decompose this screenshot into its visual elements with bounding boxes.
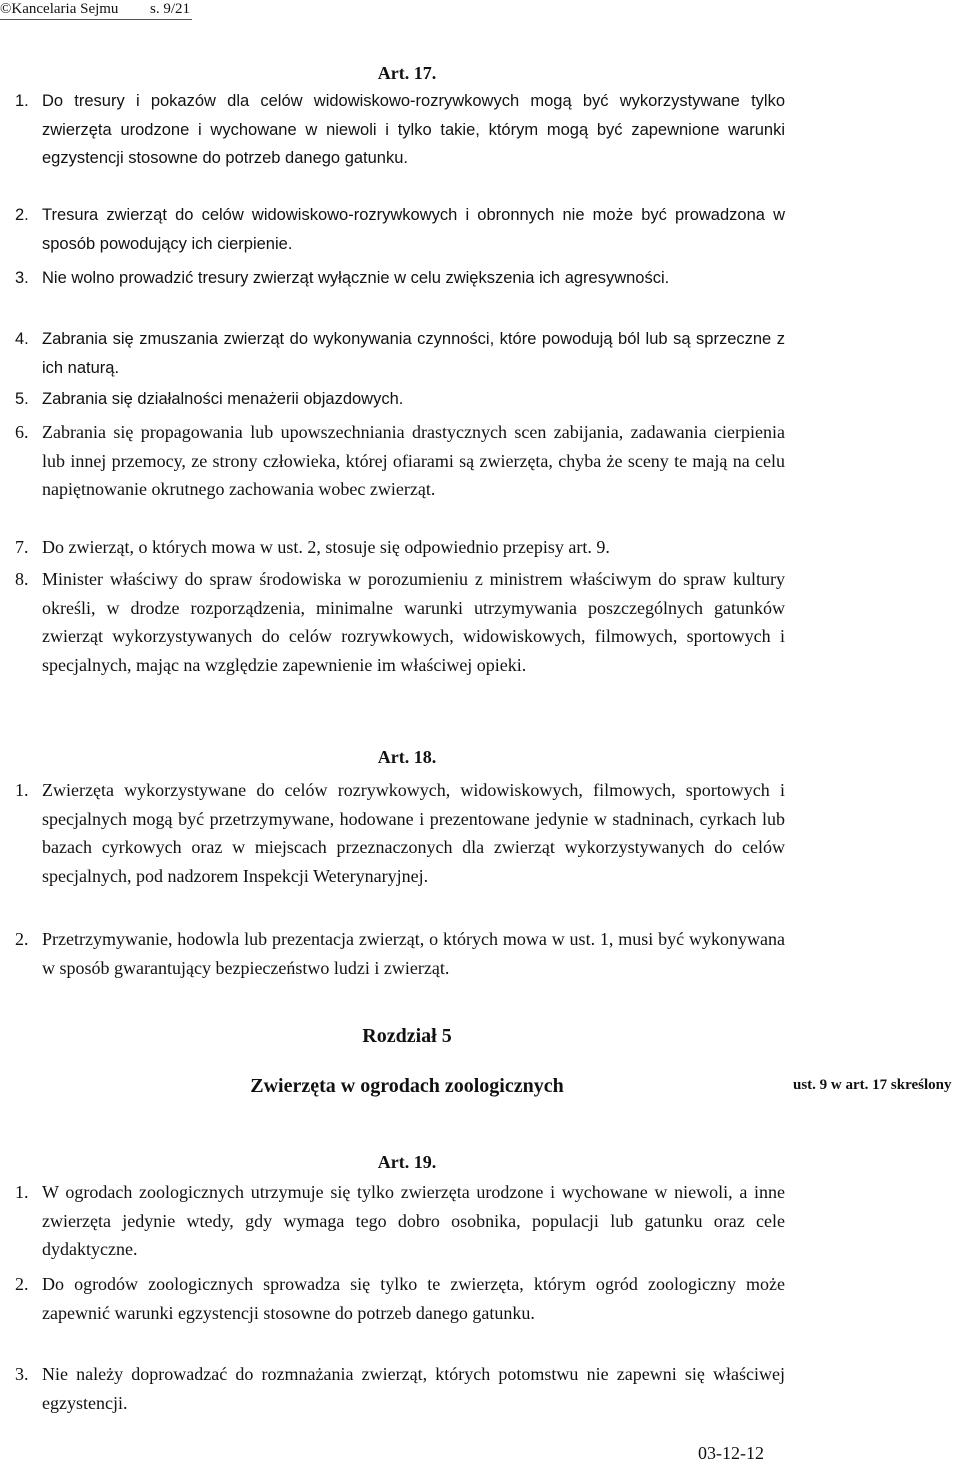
art17-para-8 [15,565,785,679]
art17-para-4 [15,325,785,382]
art19-para-3 [15,1360,785,1417]
header-source: ©Kancelaria Sejmu [0,1,119,17]
para-text: Zabrania się zmuszania zwierząt do wykonywania czynności, które powodują ból lub są sprzeczne z ich naturą. [42,330,785,377]
para-text: Do zwierząt, o których mowa w ust. 2, stosuje się odpowiednio przepisy art. 9. [42,537,610,557]
art19-para-1 [15,1178,785,1264]
para-number: 2. [15,1274,29,1294]
margin-note: ust. 9 w art. 17 skreślony [793,1077,952,1093]
para-text: Przetrzymywanie, hodowla lub prezentacja zwierząt, o których mowa w ust. 1, musi być wykonywana w sposób gwarantujący bezpieczeństwo ludzi i zwierząt. [42,929,785,978]
para-number: 7. [15,537,29,557]
para-number: 2. [15,206,29,224]
para-number: 1. [15,780,29,800]
para-text: Tresura zwierząt do celów widowiskowo-rozrywkowych i obronnych nie może być prowadzona w sposób powodujący ich cierpienie. [42,206,785,253]
para-number: 4. [15,330,29,348]
para-text: Nie należy doprowadzać do rozmnażania zwierząt, których potomstwu nie zapewni się właściwej egzystencji. [42,1364,785,1413]
para-number: 1. [15,1182,29,1202]
footer-date: 03-12-12 [698,1443,764,1463]
art17-para-3 [15,264,785,293]
para-number: 3. [15,1364,29,1384]
art17-para-6 [15,418,785,504]
para-number: 1. [15,92,29,110]
para-text: Nie wolno prowadzić tresury zwierząt wyłącznie w celu zwiększenia ich agresywności. [42,269,670,287]
para-text: Do tresury i pokazów dla celów widowiskowo-rozrywkowych mogą być wykorzystywane tylko zwierzęta urodzone i wychowane w niewoli i tylko takie, którym mogą być zapewnione warunki egzystencji stosowne do potrzeb danego gatunku. [42,92,785,168]
para-text: Zabrania się propagowania lub upowszechniania drastycznych scen zabijania, zadawania cierpienia lub innej przemocy, ze strony człowieka, której ofiarami są zwierzęta, chyba że sceny te mają na celu napiętnowanie okrutnego zachowania wobec zwierząt. [42,422,785,500]
art19-para-2 [15,1270,785,1327]
article-17-title: Art. 17. [377,63,437,83]
art17-para-7 [15,533,785,562]
header-divider [0,19,192,20]
para-number: 6. [15,422,29,442]
art18-para-1 [15,776,785,890]
art17-para-5 [15,385,785,414]
para-text: Zwierzęta wykorzystywane do celów rozrywkowych, widowiskowych, filmowych, sportowych i specjalnych mogą być przetrzymywane, hodowane i prezentowane jedynie w stadninach, cyrkach lub bazach cyrkowych oraz w miejscach przeznaczonych dla zwierząt wykorzystywanych do celów specjalnych, pod nadzorem Inspekcji Weterynaryjnej. [42,780,785,886]
art18-para-2 [15,925,785,982]
article-19-title: Art. 19. [377,1152,437,1172]
art17-para-2 [15,201,785,258]
chapter-title: Zwierzęta w ogrodach zoologicznych [250,1075,564,1097]
para-text: Do ogrodów zoologicznych sprowadza się tylko te zwierzęta, którym ogród zoologiczny może zapewnić warunki egzystencji stosowne do potrzeb danego gatunku. [42,1274,785,1323]
para-number: 2. [15,929,29,949]
chapter-number: Rozdział 5 [362,1025,452,1047]
article-18-title: Art. 18. [377,747,437,767]
para-number: 8. [15,569,29,589]
para-text: Zabrania się działalności menażerii objazdowych. [42,390,404,408]
para-number: 5. [15,390,29,408]
page-number: s. 9/21 [149,1,190,17]
para-text: W ogrodach zoologicznych utrzymuje się tylko zwierzęta urodzone i wychowane w niewoli, a inne zwierzęta jedynie wtedy, gdy wymaga tego dobro osobnika, populacji lub gatunku oraz cele dydaktyczne. [42,1182,785,1260]
para-text: Minister właściwy do spraw środowiska w porozumieniu z ministrem właściwym do spraw kultury określi, w drodze rozporządzenia, minimalne warunki utrzymywania poszczególnych gatunków zwierząt wykorzystywanych do celów rozrywkowych, widowiskowych, filmowych, sportowych i specjalnych, mając na względzie zapewnienie im właściwej opieki. [42,569,785,675]
para-number: 3. [15,269,29,287]
art17-para-1 [15,87,785,173]
